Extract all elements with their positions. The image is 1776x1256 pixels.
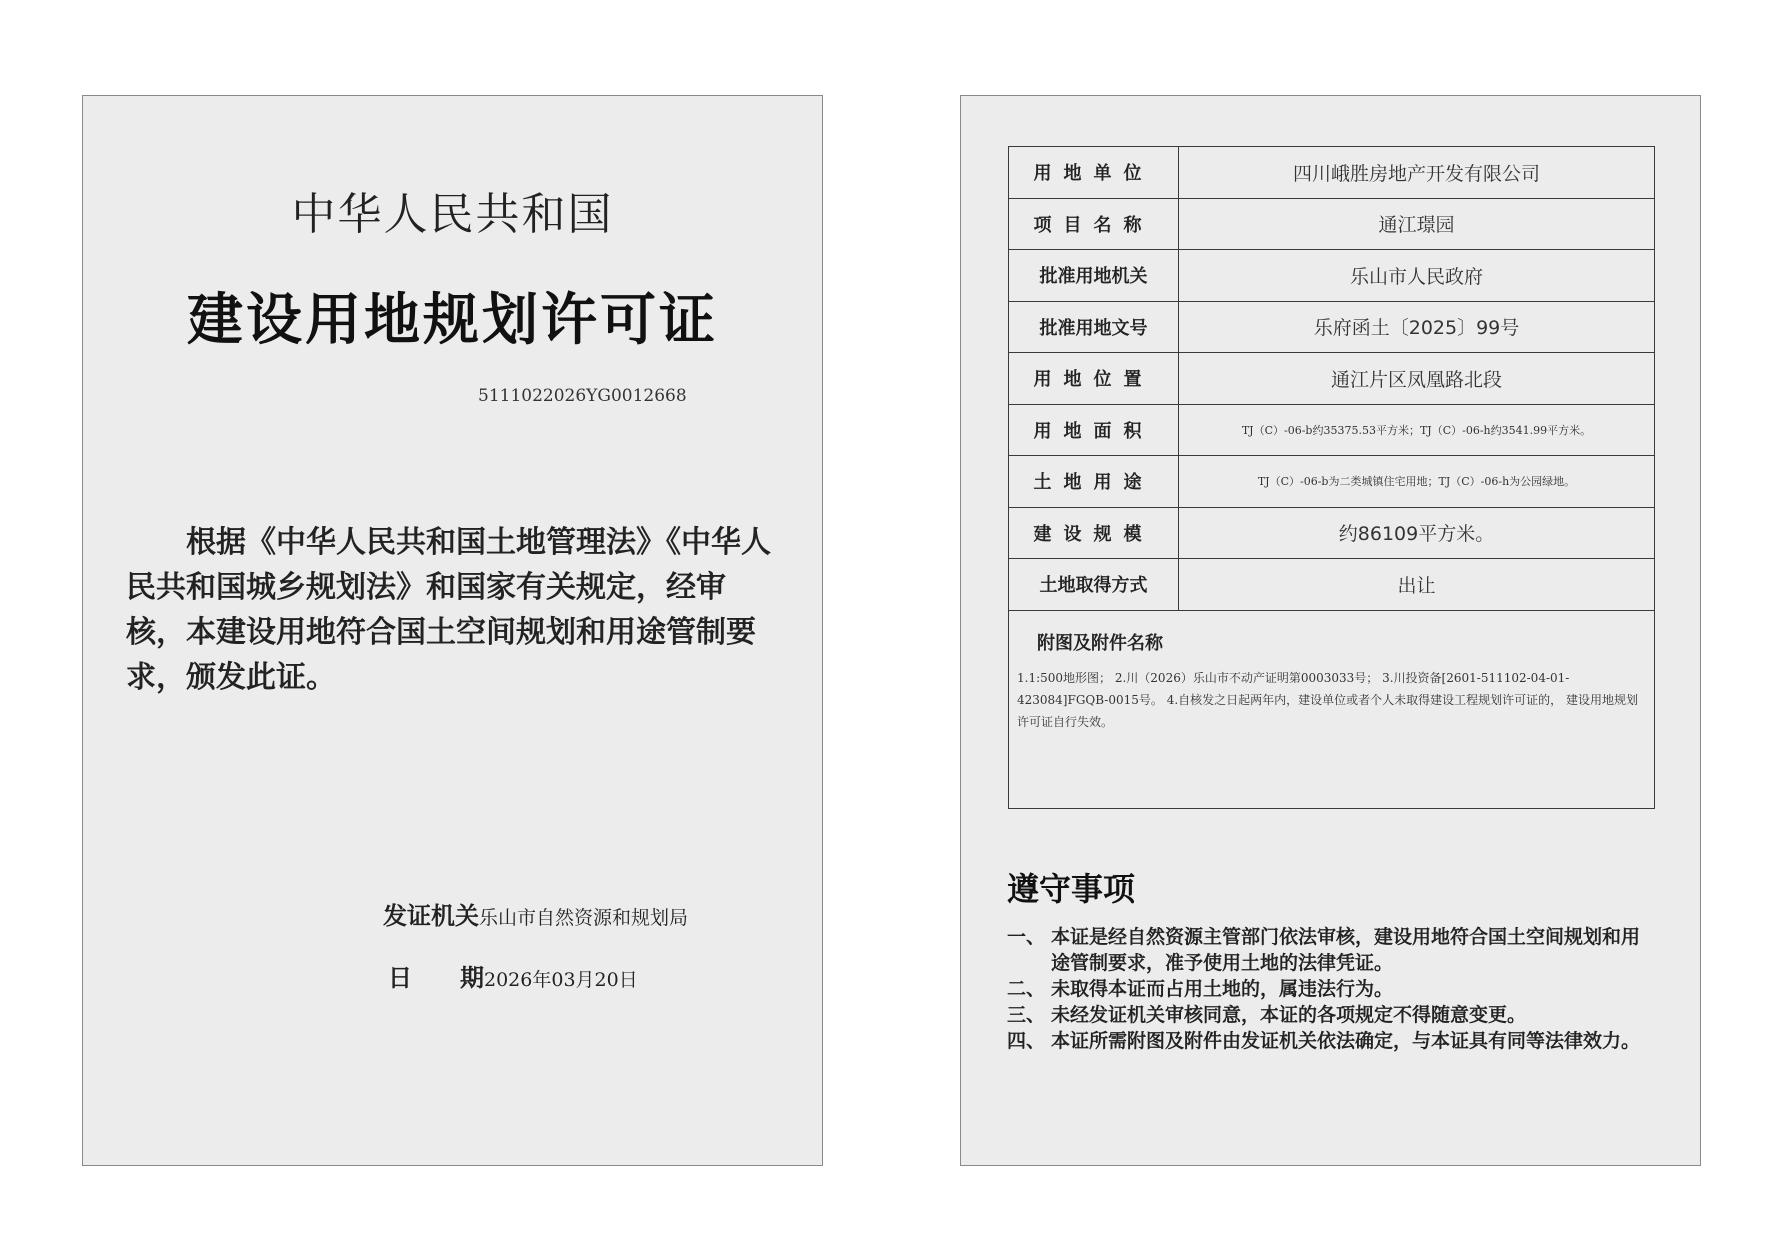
table-row: [1009, 147, 1655, 199]
row-value: 四川峨胜房地产开发有限公司: [1179, 147, 1655, 199]
date-value: 2026年03月20日: [484, 969, 638, 991]
rule-number: 二、: [1007, 978, 1046, 1000]
row-key: 项目名称: [1009, 198, 1179, 250]
certificate-number: 5111022026YG0012668: [478, 386, 687, 406]
row-value: 通江璟园: [1179, 198, 1655, 250]
rule-number: 一、: [1007, 926, 1046, 948]
attachments-text: 1.1:500地形图； 2.川（2026）乐山市不动产证明第0003033号； 3.川投资备[2601-511102-04-01-423084]FGQB-0015号。 4.自核发之日起两年内，建设单位或者个人未取得建设工程规划许可证的， 建设用地规划许可证自行失效。: [1017, 670, 1638, 729]
table-row: [1009, 301, 1655, 353]
list-item: [1007, 976, 1657, 1002]
rules-title: 遵守事项: [1007, 870, 1136, 908]
rules-list: [1007, 924, 1657, 1054]
rule-number: 四、: [1007, 1030, 1046, 1052]
row-value: TJ（C）-06-b为二类城镇住宅用地；TJ（C）-06-h为公园绿地。: [1179, 456, 1655, 508]
row-value: 出让: [1179, 559, 1655, 611]
date-label-part-2: 期: [460, 964, 484, 992]
row-value: 乐府函土〔2025〕99号: [1179, 301, 1655, 353]
certificate-detail-page: [960, 95, 1701, 1166]
attachments-cell: [1009, 610, 1655, 808]
row-key: 用地位置: [1009, 353, 1179, 405]
table-row: [1009, 198, 1655, 250]
table-row: [1009, 250, 1655, 302]
certificate-title: 建设用地规划许可证: [187, 288, 718, 353]
table-row: [1009, 353, 1655, 405]
rule-text: 本证是经自然资源主管部门依法审核，建设用地符合国土空间规划和用途管制要求，准予使用土地的法律凭证。: [1051, 926, 1641, 974]
row-key: 建设规模: [1009, 507, 1179, 559]
list-item: [1007, 1028, 1657, 1054]
rule-number: 三、: [1007, 1004, 1046, 1026]
table-row: [1009, 456, 1655, 508]
row-value: 通江片区凤凰路北段: [1179, 353, 1655, 405]
row-key: 批准用地文号: [1009, 301, 1179, 353]
date-label-part-1: 日: [388, 964, 412, 992]
issuer-value: 乐山市自然资源和规划局: [479, 907, 689, 929]
table-row: [1009, 404, 1655, 456]
row-value: 乐山市人民政府: [1179, 250, 1655, 302]
attachments-title: 附图及附件名称: [1037, 632, 1163, 654]
land-info-table: [1008, 146, 1655, 809]
row-value: TJ（C）-06-b约35375.53平方米；TJ（C）-06-h约3541.99平方米。: [1179, 404, 1655, 456]
list-item: [1007, 924, 1657, 976]
issuer-label: 发证机关: [383, 902, 479, 930]
row-key: 土地取得方式: [1009, 559, 1179, 611]
rule-text: 本证所需附图及附件由发证机关依法确定，与本证具有同等法律效力。: [1051, 1030, 1641, 1052]
row-key: 批准用地机关: [1009, 250, 1179, 302]
row-key: 用地面积: [1009, 404, 1179, 456]
certificate-statement: 根据《中华人民共和国土地管理法》《中华人民共和国城乡规划法》和国家有关规定，经审核，本建设用地符合国土空间规划和用途管制要求，颁发此证。: [126, 525, 771, 695]
row-value: 约86109平方米。: [1179, 507, 1655, 559]
attachments-row: [1009, 610, 1655, 808]
row-key: 用地单位: [1009, 147, 1179, 199]
rule-text: 未经发证机关审核同意，本证的各项规定不得随意变更。: [1051, 1004, 1527, 1026]
table-row: [1009, 559, 1655, 611]
issuer-row: [383, 896, 688, 931]
row-key: 土地用途: [1009, 456, 1179, 508]
list-item: [1007, 1002, 1657, 1028]
certificate-front-page: [82, 95, 823, 1166]
table-row: [1009, 507, 1655, 559]
rule-text: 未取得本证而占用土地的，属违法行为。: [1051, 978, 1394, 1000]
country-name: 中华人民共和国: [291, 189, 614, 240]
date-row: [388, 958, 638, 993]
